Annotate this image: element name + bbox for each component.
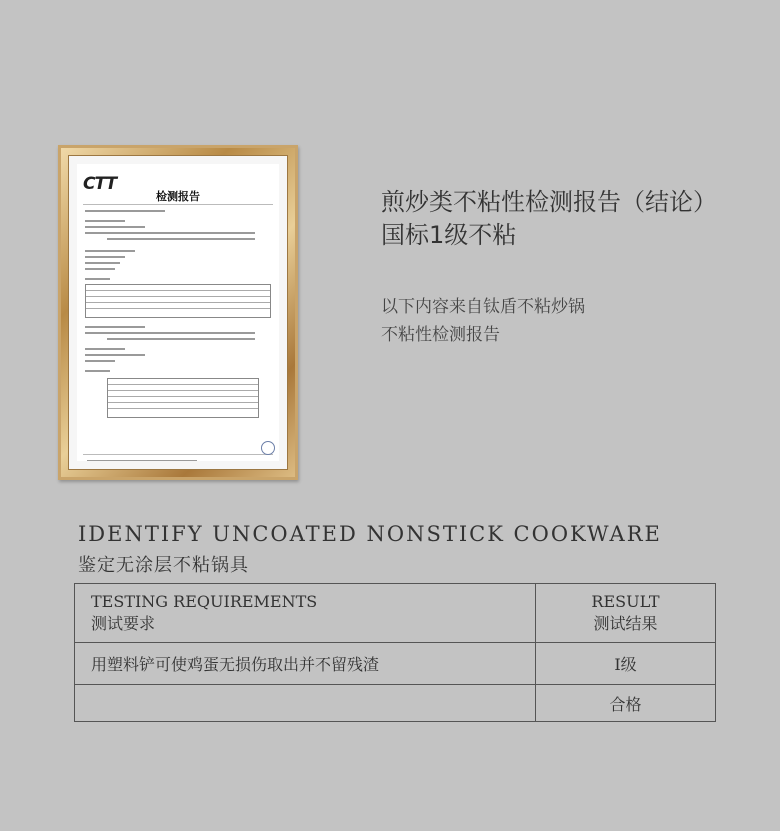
report-desc-line1: 以下内容来自钛盾不粘炒锅 bbox=[381, 297, 585, 317]
table-header-row bbox=[75, 584, 716, 643]
requirement-cell bbox=[75, 685, 536, 722]
header-req-en: TESTING REQUIREMENTS bbox=[91, 592, 318, 611]
table-row bbox=[75, 685, 716, 722]
report-title bbox=[381, 186, 761, 252]
section-title-cn: 鉴定无涂层不粘锅具 bbox=[78, 555, 249, 576]
header-requirements bbox=[75, 584, 536, 643]
requirement-cell: 用塑料铲可使鸡蛋无损伤取出并不留残渣 bbox=[75, 643, 536, 685]
certificate-document bbox=[77, 164, 279, 461]
report-desc-line2: 不粘性检测报告 bbox=[381, 325, 500, 345]
table-row bbox=[75, 643, 716, 685]
header-res-cn: 测试结果 bbox=[593, 614, 658, 633]
ctt-logo: CTT bbox=[83, 174, 117, 194]
report-title-line1: 煎炒类不粘性检测报告（结论） bbox=[381, 188, 717, 216]
section-title-en: IDENTIFY UNCOATED NONSTICK COOKWARE bbox=[78, 522, 662, 546]
header-result bbox=[536, 584, 716, 643]
certificate-title: 检测报告 bbox=[156, 190, 200, 203]
header-req-cn: 测试要求 bbox=[91, 614, 156, 633]
result-cell: I级 bbox=[536, 643, 716, 685]
report-title-line2: 国标1级不粘 bbox=[381, 221, 517, 249]
certificate-frame bbox=[58, 145, 298, 480]
results-table bbox=[74, 583, 716, 722]
result-cell: 合格 bbox=[536, 685, 716, 722]
certificate-mat bbox=[68, 155, 288, 470]
header-res-en: RESULT bbox=[591, 592, 660, 611]
report-description bbox=[381, 293, 761, 349]
seal-icon bbox=[261, 441, 275, 455]
